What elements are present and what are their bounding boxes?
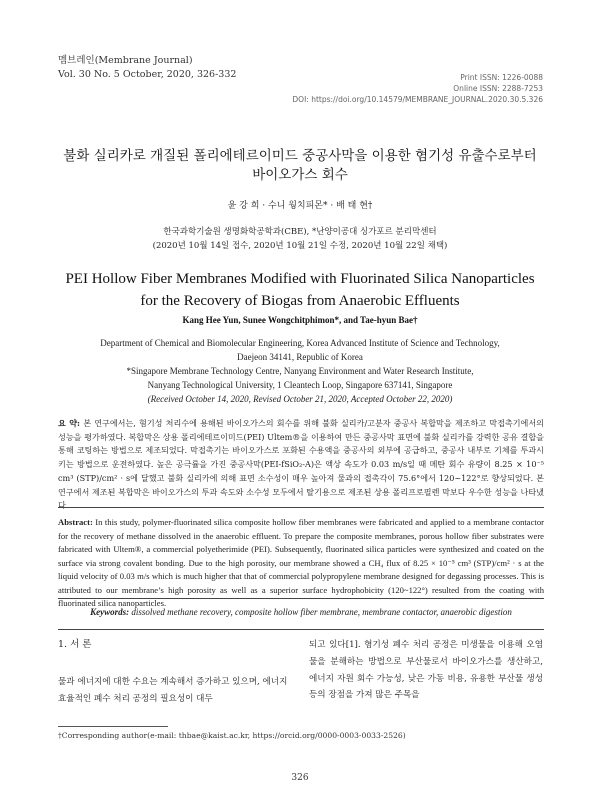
divider-top: [58, 507, 544, 508]
korean-title-line-2: 바이오가스 회수: [252, 167, 348, 183]
korean-abstract: [58, 417, 544, 513]
korean-abstract-text: 본 연구에서는, 혐기성 처리수에 용해된 바이오가스의 회수를 위해 불화 실리카/고분자 중공사 복합막을 제조하고 막접촉기에서의 성능을 평가하였다. 복합막은 상용 폴리에테르이미드(PEI) Ultem®을 이용하여 만든 중공사막 표면에 불화 실리카를 강력한 공유 결합을 통해 코팅하는 방법으로 제조되었다. 막접촉기는 바이오가스로 포화된 수용액을 중공사의 외부에 공급하고, 중공사 내부로 기체를 투과시키는 방법으로 운전하였다. 높은 공극률을 가진 중공사막(PEI-fSiO₂-A)은 액상 속도가 0.03 m/s일 때 메탄 회수 유량이 8.25 × 10⁻⁵ cm³ (STP)/cm² · s에 달했고 불화 실리카에 의해 표면 소수성이 매우 높아져 물과의 접촉각이 75.6°에서 120~122°로 향상되었다. 본 연구에서 제조된 복합막은 바이오가스의 투과 속도와 소수성 모두에서 탈기용으로 제조된 상용 폴리프로필렌 막보다 우수한 성능을 나타냈다.: [58, 418, 545, 511]
footnote: †Corresponding author(e-mail: thbae@kaist.ac.kr, https://orcid.org/0000-0003-0033-2526): [58, 731, 406, 740]
english-affiliation-line-2: Daejeon 34141, Republic of Korea: [237, 352, 363, 362]
print-issn: Print ISSN: 1226-0088: [460, 73, 543, 82]
body-paragraph-left: 물과 에너지에 대한 수요는 계속해서 증가하고 있으며, 에너지 효율적인 폐수 처리 공정의 필요성이 대두: [58, 676, 288, 704]
english-affiliation: [0, 336, 600, 406]
korean-affiliation-line-1: 한국과학기술원 생명화학공학과(CBE), *난양이공대 싱가포르 분리막센터: [163, 227, 437, 237]
korean-title-line-1: 불화 실리카로 개질된 폴리에테르이미드 중공사막을 이용한 혐기성 유출수로부터: [63, 148, 537, 164]
english-title-line-1: PEI Hollow Fiber Membranes Modified with Fluorinated Silica Nanoparticles: [65, 271, 535, 287]
keywords: [58, 607, 544, 617]
doi-link[interactable]: DOI: https://doi.org/10.14579/MEMBRANE_JOURNAL.2020.30.5.326: [292, 95, 543, 104]
english-title: [60, 268, 540, 312]
english-abstract-text: In this study, polymer-fluorinated silica composite hollow fiber membranes were fabricated and applied to a membrane contactor for the recovery of methane dissolved in the anaerobic effluent. To prepare the composite membranes, porous hollow fiber substrates were fabricated with Ultem®, a commercial polyetherimide (PEI). Subsequently, fluorinated silica particles were synthesized and coated on the surface via strong covalent bonding. Due to the high porosity, our membrane showed a CH₄ flux of 8.25 × 10⁻⁵ cm³ (STP)/cm² · s at the liquid velocity of 0.03 m/s which is much higher that that of commercial polypropylene membrane designed for degassing processes. This is attributed to our membrane’s high porosity as well as a superior surface hydrophobicity (120~122°) resulted from the coating with fluorinated silica nanoparticles.: [58, 517, 544, 608]
keywords-text: dissolved methane recovery, composite hollow fiber membrane, membrane contactor, anaerobic digestion: [131, 607, 512, 617]
english-affiliation-line-3: *Singapore Membrane Technology Centre, Nanyang Environment and Water Research Institute,: [126, 366, 474, 376]
divider-middle: [58, 598, 544, 599]
body-column-left: [58, 637, 292, 707]
divider-bottom: [58, 629, 544, 630]
korean-authors: 윤 강 희 · 수니 웡치피몬* · 배 태 현†: [227, 201, 373, 211]
footnote-divider: [58, 726, 168, 727]
keywords-label: Keywords:: [90, 607, 130, 617]
english-abstract: [58, 516, 544, 611]
section-heading: 1. 서 론: [58, 639, 92, 650]
korean-abstract-label: 요 약:: [58, 418, 81, 428]
english-authors: Kang Hee Yun, Sunee Wongchitphimon*, and Tae-hyun Bae†: [182, 315, 418, 325]
english-affiliation-line-1: Department of Chemical and Biomolecular Engineering, Korea Advanced Institute of Science and Technology,: [100, 338, 500, 348]
body-paragraph-right: 되고 있다[1]. 혐기성 폐수 처리 공정은 미생물을 이용해 오염물을 분해하는 방법으로 부산물로서 바이오가스를 생산하고, 에너지 자원 회수 가능성, 낮은 가동 비용, 유용한 부산물 생성 등의 장점을 가져 많은 주목을: [309, 640, 543, 701]
english-received-dates: (Received October 14, 2020, Revised October 21, 2020, Accepted October 22, 2020): [147, 394, 453, 404]
online-issn: Online ISSN: 2288-7253: [453, 84, 543, 93]
english-abstract-label: Abstract:: [58, 517, 93, 527]
korean-received-dates: (2020년 10월 14일 접수, 2020년 10월 21일 수정, 2020년 10월 22일 채택): [152, 241, 448, 251]
journal-volume-line: Vol. 30 No. 5 October, 2020, 326-332: [58, 69, 237, 80]
journal-name: 멤브레인(Membrane Journal): [58, 55, 193, 66]
issn-doi-block: [292, 72, 543, 105]
page-number: 326: [291, 773, 309, 783]
korean-affiliation: [0, 225, 600, 253]
english-title-line-2: for the Recovery of Biogas from Anaerobic Effluents: [140, 293, 460, 309]
korean-title: [60, 147, 540, 185]
body-column-right: [309, 637, 543, 704]
english-affiliation-line-4: Nanyang Technological University, 1 Cleantech Loop, Singapore 637141, Singapore: [147, 380, 453, 390]
